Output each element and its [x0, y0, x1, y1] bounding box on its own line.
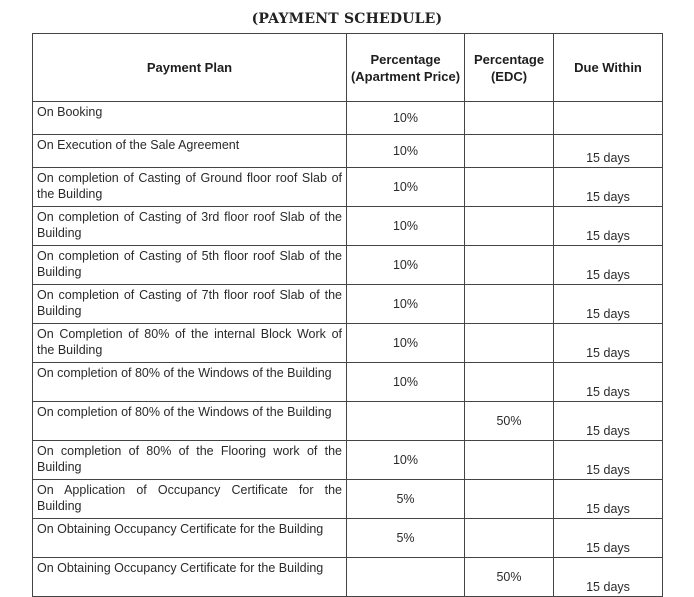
due-within-cell — [554, 102, 663, 135]
due-within-cell: 15 days — [554, 441, 663, 480]
due-within-cell: 15 days — [554, 324, 663, 363]
apartment-percentage-cell — [347, 558, 465, 597]
payment-plan-cell: On completion of Casting of 3rd floor roof Slab of the Building — [33, 207, 347, 246]
table-row — [33, 168, 663, 207]
table-row — [33, 324, 663, 363]
due-within-cell: 15 days — [554, 135, 663, 168]
due-within-cell: 15 days — [554, 519, 663, 558]
apartment-percentage-cell: 5% — [347, 480, 465, 519]
due-within-cell: 15 days — [554, 285, 663, 324]
header-edc-percentage: Percentage (EDC) — [465, 34, 554, 102]
edc-percentage-cell — [465, 441, 554, 480]
table-row — [33, 102, 663, 135]
apartment-percentage-cell: 10% — [347, 246, 465, 285]
apartment-percentage-cell — [347, 402, 465, 441]
edc-percentage-cell: 50% — [465, 558, 554, 597]
payment-plan-cell: On Completion of 80% of the internal Block Work of the Building — [33, 324, 347, 363]
table-row — [33, 402, 663, 441]
apartment-percentage-cell: 10% — [347, 168, 465, 207]
edc-percentage-cell — [465, 519, 554, 558]
table-row — [33, 480, 663, 519]
payment-plan-cell: On completion of Casting of 7th floor roof Slab of the Building — [33, 285, 347, 324]
table-row — [33, 558, 663, 597]
table-row — [33, 135, 663, 168]
apartment-percentage-cell: 10% — [347, 363, 465, 402]
payment-plan-cell: On Obtaining Occupancy Certificate for the Building — [33, 519, 347, 558]
table-row — [33, 285, 663, 324]
due-within-cell: 15 days — [554, 207, 663, 246]
due-within-cell: 15 days — [554, 246, 663, 285]
edc-percentage-cell — [465, 168, 554, 207]
due-within-cell: 15 days — [554, 480, 663, 519]
header-apartment-percentage: Percentage (Apartment Price) — [347, 34, 465, 102]
table-row — [33, 441, 663, 480]
payment-plan-cell: On completion of Casting of 5th floor roof Slab of the Building — [33, 246, 347, 285]
payment-schedule-table — [32, 33, 663, 597]
edc-percentage-cell: 50% — [465, 402, 554, 441]
edc-percentage-cell — [465, 363, 554, 402]
due-within-cell: 15 days — [554, 402, 663, 441]
page-title: (PAYMENT SCHEDULE) — [251, 11, 443, 27]
payment-plan-cell: On completion of 80% of the Flooring work of the Building — [33, 441, 347, 480]
due-within-cell: 15 days — [554, 558, 663, 597]
edc-percentage-cell — [465, 324, 554, 363]
header-row — [33, 34, 663, 102]
due-within-cell: 15 days — [554, 363, 663, 402]
table-row — [33, 519, 663, 558]
payment-plan-cell: On Booking — [33, 102, 347, 135]
payment-plan-cell: On Application of Occupancy Certificate for the Building — [33, 480, 347, 519]
header-due-within: Due Within — [554, 34, 663, 102]
due-within-cell: 15 days — [554, 168, 663, 207]
edc-percentage-cell — [465, 480, 554, 519]
edc-percentage-cell — [465, 135, 554, 168]
edc-percentage-cell — [465, 207, 554, 246]
payment-plan-cell: On completion of 80% of the Windows of the Building — [33, 363, 347, 402]
header-payment-plan: Payment Plan — [33, 34, 347, 102]
edc-percentage-cell — [465, 102, 554, 135]
table-row — [33, 246, 663, 285]
payment-plan-cell: On completion of Casting of Ground floor roof Slab of the Building — [33, 168, 347, 207]
edc-percentage-cell — [465, 285, 554, 324]
payment-plan-cell: On completion of 80% of the Windows of the Building — [33, 402, 347, 441]
edc-percentage-cell — [465, 246, 554, 285]
apartment-percentage-cell: 10% — [347, 285, 465, 324]
payment-plan-cell: On Obtaining Occupancy Certificate for the Building — [33, 558, 347, 597]
apartment-percentage-cell: 5% — [347, 519, 465, 558]
apartment-percentage-cell: 10% — [347, 207, 465, 246]
apartment-percentage-cell: 10% — [347, 102, 465, 135]
apartment-percentage-cell: 10% — [347, 135, 465, 168]
payment-plan-cell: On Execution of the Sale Agreement — [33, 135, 347, 168]
table-row — [33, 207, 663, 246]
table-row — [33, 363, 663, 402]
apartment-percentage-cell: 10% — [347, 441, 465, 480]
apartment-percentage-cell: 10% — [347, 324, 465, 363]
